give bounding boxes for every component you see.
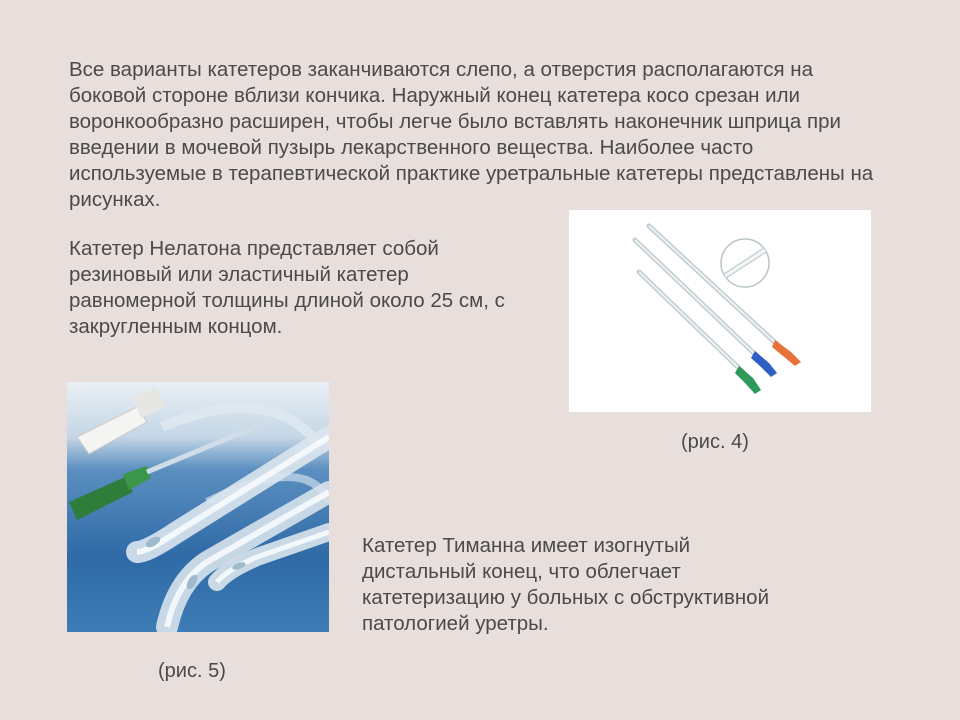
figure-5-caption: (рис. 5) <box>158 660 226 682</box>
magnifier-inset <box>721 239 769 287</box>
figure-5-timann-catheters <box>67 382 329 632</box>
catheter-green <box>639 272 761 394</box>
catheter-orange <box>649 226 801 366</box>
figure-4-caption: (рис. 4) <box>681 431 749 453</box>
timann-paragraph: Катетер Тиманна имеет изогнутый дистальный конец, что облегчает катетеризацию у больных с обструктивной патологией уретры. <box>362 534 770 635</box>
figure-4-nelaton-catheters <box>569 210 871 412</box>
nelaton-paragraph: Катетер Нелатона представляет собой резиновый или эластичный катетер равномерной толщины длиной около 25 см, с закругленным концом. <box>69 237 505 338</box>
intro-paragraph: Все варианты катетеров заканчиваются слепо, а отверстия располагаются на боковой стороне вблизи кончика. Наружный конец катетера косо срезан или воронкообразно расширен, чтобы легче было вставлять наконечник шприца при введении в мочевой пузырь лекарственного вещества. Наиболее часто используемые в терапевтической практике уретральные катетеры представлены на рисунках. <box>69 58 874 211</box>
